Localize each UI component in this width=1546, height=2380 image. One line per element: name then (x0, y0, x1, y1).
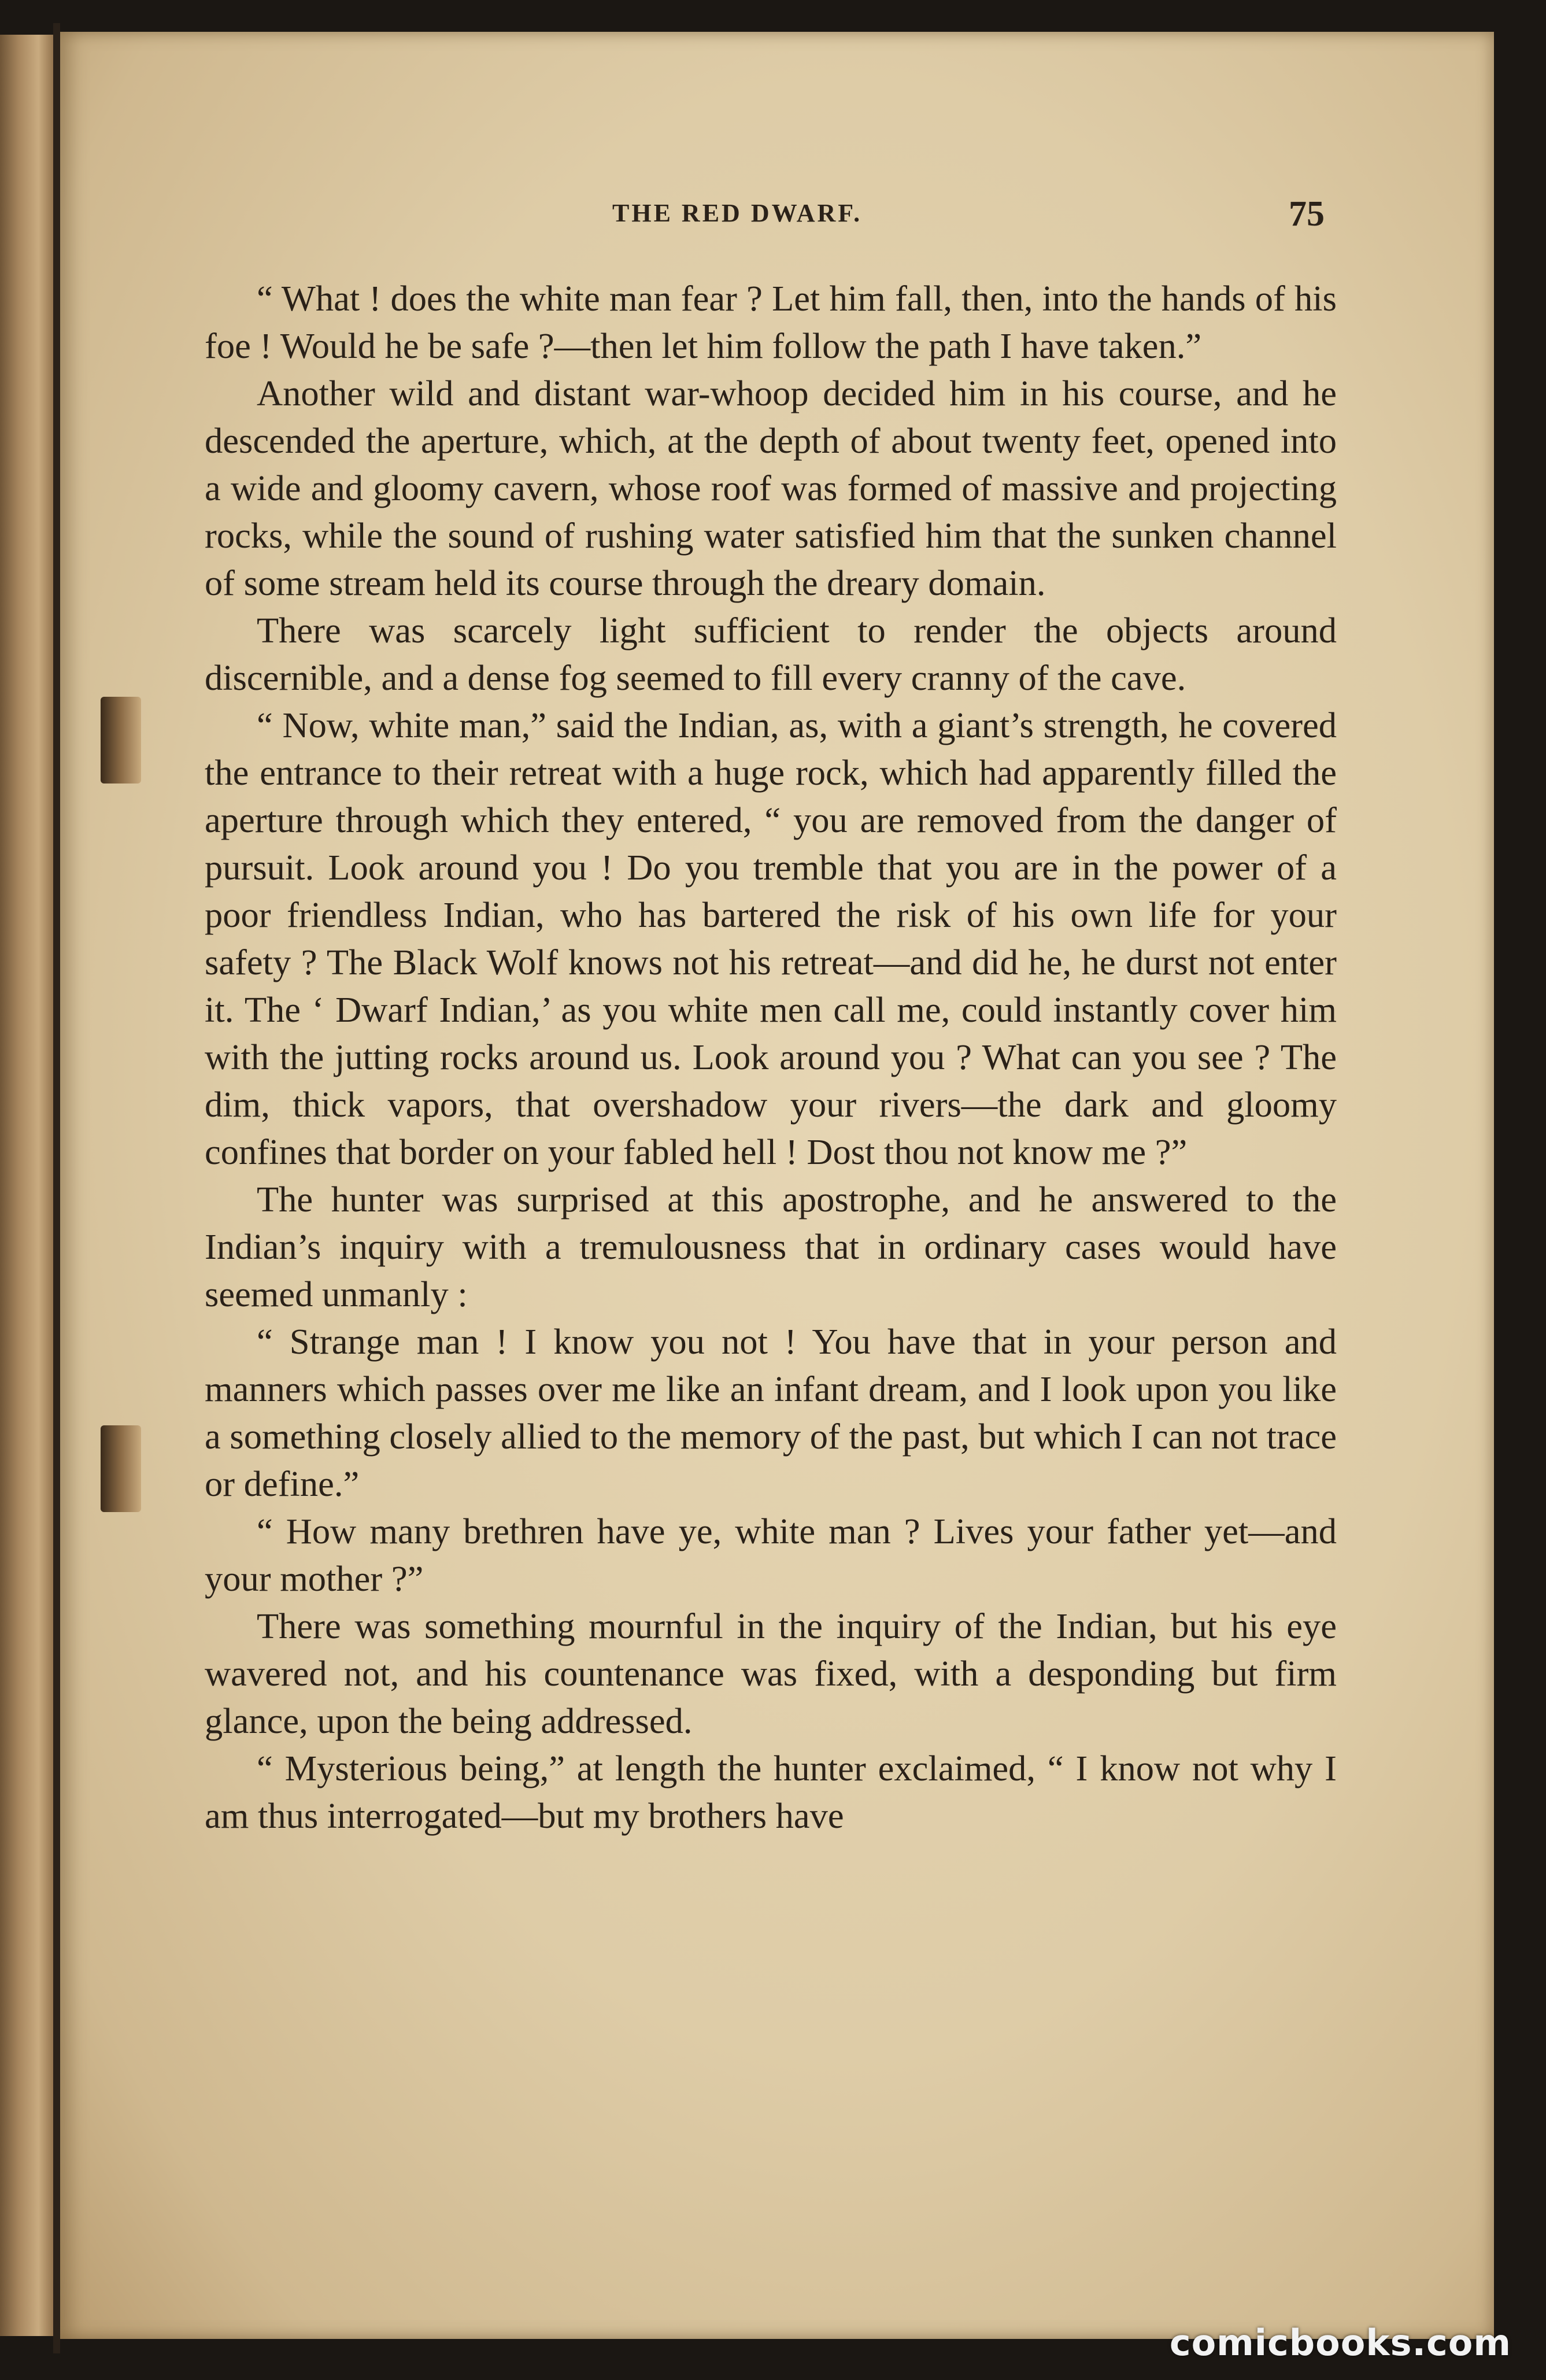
site-watermark: comicbooks.com (1169, 2322, 1511, 2364)
book-page (60, 32, 1494, 2339)
paragraph: The hunter was surprised at this apostrophe, and he answered to the Indian’s inquiry with a tremulousness that in ordinary cases would have seemed unmanly : (205, 1179, 1337, 1314)
binding-tear-lower (101, 1425, 141, 1512)
paragraph: There was scarcely light sufficient to render the objects around discernible, and a dense fog seemed to fill every cranny of the cave. (205, 610, 1337, 698)
paragraph: “ What ! does the white man fear ? Let him fall, then, into the hands of his foe ! Would he be safe ?—then let him follow the path I have taken.” (205, 278, 1337, 366)
binding-tear-upper (101, 697, 141, 784)
page-header (60, 194, 1494, 234)
paragraph: “ Strange man ! I know you not ! You have that in your person and manners which passes over me like an infant dream, and I look upon you like a something closely allied to the memory of the past, but which I can not trace or define.” (205, 1321, 1337, 1504)
page-body-text (205, 275, 1337, 1839)
paragraph: There was something mournful in the inquiry of the Indian, but his eye wavered not, and his countenance was fixed, with a desponding but firm glance, upon the being addressed. (205, 1606, 1337, 1741)
previous-page-edge (0, 35, 55, 2336)
book-spine (53, 23, 60, 2353)
paragraph: “ How many brethren have ye, white man ? Lives your father yet—and your mother ?” (205, 1511, 1337, 1599)
running-head: THE RED DWARF. (612, 199, 863, 227)
paragraph: “ Mysterious being,” at length the hunter exclaimed, “ I know not why I am thus interrogated—but my brothers have (205, 1748, 1337, 1836)
paragraph: Another wild and distant war-whoop decided him in his course, and he descended the aperture, which, at the depth of about twenty feet, opened into a wide and gloomy cavern, whose roof was formed of massive and projecting rocks, while the sound of rushing water satisfied him that the sunken channel of some stream held its course through the dreary domain. (205, 373, 1337, 603)
page-number: 75 (1289, 194, 1325, 234)
paragraph: “ Now, white man,” said the Indian, as, with a giant’s strength, he covered the entrance to their retreat with a huge rock, which had apparently filled the aperture through which they entered, “ you are removed from the danger of pursuit. Look around you ! Do you tremble that you are in the power of a poor friendless Indian, who has bartered the risk of his own life for your safety ? The Black Wolf knows not his retreat—and did he, he durst not enter it. The ‘ Dwarf Indian,’ as you white men call me, could instantly cover him with the jutting rocks around us. Look around you ? What can you see ? The dim, thick vapors, that overshadow your rivers—the dark and gloomy confines that border on your fabled hell ! Dost thou not know me ?” (205, 705, 1337, 1172)
